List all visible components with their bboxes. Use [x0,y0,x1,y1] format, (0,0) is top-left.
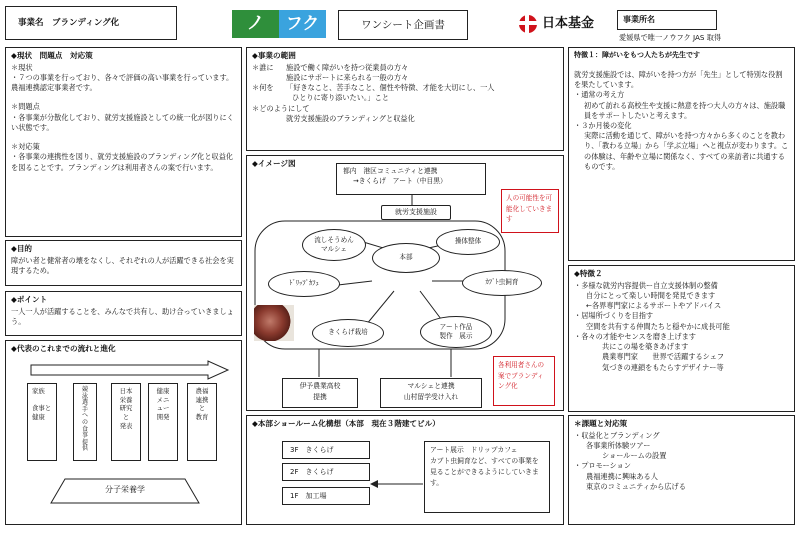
progress-arrow [30,360,230,380]
iyo-highschool-box: 伊予農業高校 提携 [282,378,358,408]
logo-left: ノ [232,10,279,38]
flow-column-2: 競 泳 選 手 へ の 食 事 提 供 [73,383,97,461]
node-art: アート作品 製作 展示 [420,316,492,348]
feature2-line: ・各々の才能やセンスを磨き上げます [574,331,696,341]
issues-line: 農福連携に興味ある人 [586,471,658,481]
showroom-heading: ◆本部ショールーム化構想（本部 現在３階建てビル） [252,419,440,428]
scope-what-2: ひとりに寄り添いたい。」こと [292,93,390,103]
floor-3f: 3F きくらげ [282,441,370,459]
issues-line: 各事業所体験ツアー [586,441,651,450]
scope-who-1: 施設で働く障がいを持つ従業員の方々 [286,62,409,72]
showroom-arrow [370,478,424,490]
facility-label: 就労支援施設 [381,205,451,220]
node-kikurage: きくらげ栽培 [312,319,384,347]
issues-line: ショールームの設置 [602,451,667,461]
scope-who-2: 施設にサポートに来られる一般の方々 [286,73,409,82]
feature1-p1: 就労支援施設では、障がいを持つ方が「先生」として特別な役割を果たしています。 [574,69,783,90]
feature2-line: 空間を共有する仲間たちと穏やかに成長可能 [586,321,730,331]
scope-who-label: ＊誰に [252,62,274,72]
node-seitai: 操体整体 [436,229,500,255]
flow-column-5: 農福 連携 と 教育 [187,383,217,461]
current-sub2: ＊問題点 [11,102,40,112]
feature2-section [568,265,795,412]
nofuku-logo [232,10,326,38]
flow-column-3: 日本 栄養 研究 と 発表 [111,383,141,461]
feature2-line: 気づきの連鎖をもたらすデザイナー等 [602,362,724,372]
red-note-bottom: 各利用者さんの案でブランディング化 [493,356,555,406]
purpose-body: 障がい者と健常者の壊をなくし、それぞれの人が活躍できる社会を実現するため。 [11,255,234,275]
scope-section [246,47,564,151]
office-detail: 愛媛県で唯一ノウフク JAS 取得 [619,33,722,42]
scope-heading: ◆事業の範囲 [252,51,296,60]
feature2-line: ←各界専門家によるサポートやアドバイス [586,301,722,311]
tokyo-partner-line2: →きくらげ アート（中目黒） [353,177,447,186]
marche-partner-box [380,378,482,408]
issues-line: 東京のコミュニティから広げる [586,481,686,491]
issues-line: ・収益化とブランディング [574,430,660,440]
marche-line2: 山村留学受け入れ [403,392,459,401]
floor-2f: 2F きくらげ [282,463,370,481]
flow-base-label: 分子栄養学 [105,485,145,494]
purpose-section [5,240,242,286]
point-body: 一人一人が活躍することを、みんなで共有し、助け合っていきましょう。 [11,306,234,326]
node-center-hq: 本部 [372,243,440,273]
flow-column-1: 家族 食事と 健康 [27,383,57,461]
issues-list [574,431,789,492]
issues-line: ・プロモーション [574,461,631,471]
office-label: 事業所名 [623,15,655,24]
feature2-line: ・居場所づくりを目指す [574,311,654,321]
showroom-note: アート展示 ドリップカフェ カブト虫飼育など、すべての事業を見ることができるようにしていきます。 [424,441,550,513]
issues-heading: ＊課題と対応策 [574,419,628,428]
scope-how-1: 就労支援施設のブランディングと収益化 [286,113,415,123]
current-heading: ◆現状 問題点 対応策 [11,51,93,60]
feature1-b1-body: 初めて訪れる高校生や支援に熱意を持つ大人の方々は、施設職員をサポートしたいと考えます。 [584,100,786,120]
feature2-line: ・多様な就労内容提供ー自立支援体制の整備 [574,280,718,290]
feature1-section [568,47,795,261]
point-section [5,291,242,336]
red-note-top: 人の可能性を可能化していきます [501,189,559,233]
current-sub3: ＊対応策 [11,142,40,152]
foundation-mark-icon [519,15,537,33]
current-status-section [5,47,242,237]
node-kabuto: ｶﾌﾞﾄ虫飼育 [462,270,542,296]
feature2-line: 自分にとって楽しい時間を発見できます [586,291,716,300]
current-body2: ・各事業が分散化しており、就労支援施設としての統一化が図りにくい状態です。 [11,112,234,132]
sheet-title: ワンシート企画書 [361,18,445,31]
foundation-name: 日本基金 [542,15,595,31]
marche-line1: マルシェと連携 [407,382,455,390]
floor-1f: 1F 加工場 [282,487,370,505]
current-sub1: ＊現状 [11,62,33,72]
flow-heading: ◆代表のこれまでの流れと進化 [11,344,116,353]
feature1-b2-body: 実際に活動を通じて、障がいを持つ方々から多くのことを教わり、「教わる立場」から「学ぶ立場」へと視点が変わります。この体験は、年齢や立場に関係なく、すべての来訪者に共通するものです。 [584,131,789,171]
office-name-box [617,10,717,30]
issues-section [568,415,795,525]
feature1-heading: 特徴１：障がいをもつ人たちが先生です [574,51,700,59]
node-drip-cafe: ﾄﾞﾘｯﾌﾟｶﾌｪ [268,271,340,297]
scope-what-1: 「好きなこと、苦手なこと、個性や特徴、才能を大切にし、一人 [286,83,495,93]
foundation-logo [519,12,609,36]
purpose-heading: ◆目的 [11,244,33,253]
feature2-line: 共にこの場を築きあげます [602,342,689,352]
tokyo-partner-line1: 都内 港区コミュニティと連携 [343,167,438,175]
logo-right: フク [279,10,326,38]
image-heading: ◆イメージ図 [252,159,296,168]
current-body3: ・各事業の連携性を図り、就労支援施設のブランディング化と収益化を図ることです。ブランディングは利用者さんの案で行います。 [11,152,234,172]
node-nagashi-somen: 流しそうめん マルシェ [302,229,366,261]
point-heading: ◆ポイント [11,295,48,304]
feature2-line: 農業専門家 世界で活躍するシェフ [602,352,725,362]
business-name-box [5,6,177,40]
kikurage-photo [254,305,294,341]
feature2-heading: ◆特徴２ [574,269,603,278]
feature1-b1: ・通常の考え方 [574,90,625,100]
sheet-title-box [338,10,468,40]
scope-how-label: ＊どのようにして [252,103,310,113]
current-body1: ・７つの事業を行っており、各々で評価の高い事業を行っています。農福連携認定事業者です。 [11,73,234,93]
feature1-b2: ・３か月後の変化 [574,121,632,131]
scope-what-label: ＊何を [252,83,274,93]
business-name: 事業名 ブランディング化 [18,17,120,28]
feature2-list [574,281,789,373]
flow-column-4: 健康 メニ ュー 開発 [148,383,178,461]
